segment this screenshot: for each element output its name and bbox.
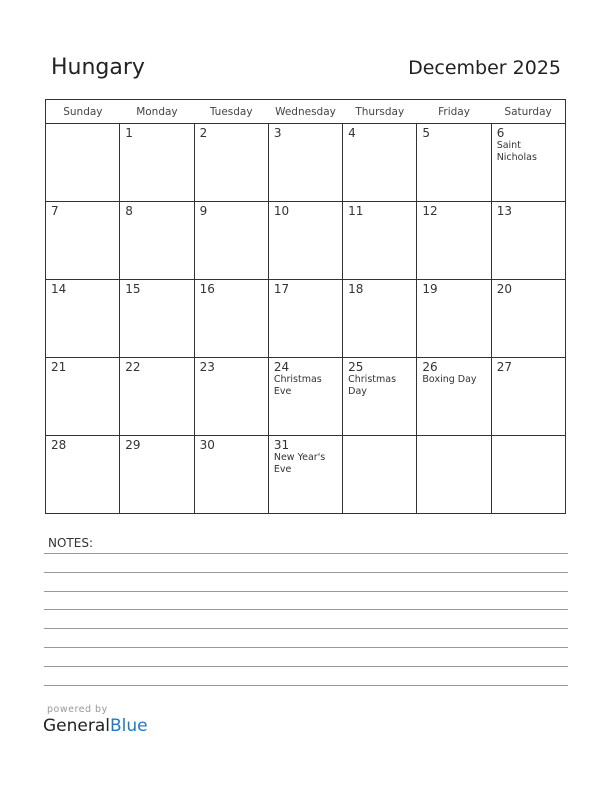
- country-title: Hungary: [51, 55, 145, 80]
- notes-line: [44, 647, 568, 648]
- day-cell: [120, 202, 194, 280]
- weekday-sunday: Sunday: [46, 100, 120, 124]
- day-cell: [417, 124, 491, 202]
- week-row: [46, 436, 566, 514]
- day-number: 25: [348, 360, 364, 374]
- day-number: 1: [125, 126, 133, 140]
- day-number: 24: [273, 360, 290, 374]
- notes-line: [44, 553, 568, 554]
- holiday-label: Christmas Day: [348, 374, 397, 397]
- holiday-label: Christmas Eve: [273, 374, 322, 397]
- day-cell: [194, 358, 268, 436]
- day-number: 30: [199, 438, 215, 452]
- calendar-grid: [45, 99, 566, 514]
- day-cell: [268, 436, 342, 514]
- weekday-tuesday: Tuesday: [194, 100, 268, 124]
- day-cell: [194, 436, 268, 514]
- day-number: 13: [496, 204, 512, 218]
- week-row: [46, 358, 566, 436]
- notes-line: [44, 572, 568, 573]
- day-number: 31: [273, 438, 290, 452]
- day-number: 28: [51, 438, 67, 452]
- day-number: 8: [125, 204, 133, 218]
- day-cell: [268, 202, 342, 280]
- holiday-label: New Year's Eve: [273, 452, 326, 475]
- day-cell: [343, 436, 417, 514]
- day-cell: [491, 202, 565, 280]
- day-cell: [120, 436, 194, 514]
- day-number: 4: [348, 126, 356, 140]
- weekday-saturday: Saturday: [491, 100, 565, 124]
- day-cell: [343, 358, 417, 436]
- holiday-label: Boxing Day: [422, 374, 477, 385]
- notes-line: [44, 666, 568, 667]
- day-number: 19: [422, 282, 438, 296]
- day-cell: [46, 202, 120, 280]
- day-number: 10: [273, 204, 290, 218]
- day-cell: [120, 280, 194, 358]
- notes-label: NOTES:: [48, 536, 93, 550]
- day-number: 7: [51, 204, 59, 218]
- day-number: 23: [199, 360, 215, 374]
- day-cell: [120, 358, 194, 436]
- holiday-label: Saint Nicholas: [496, 140, 537, 163]
- day-cell: [491, 280, 565, 358]
- day-number: 2: [199, 126, 208, 140]
- day-cell: [194, 202, 268, 280]
- month-title: December 2025: [408, 57, 561, 79]
- day-cell: [268, 124, 342, 202]
- day-number: 21: [51, 360, 67, 374]
- day-number: 5: [422, 126, 431, 140]
- day-number: 9: [199, 204, 208, 218]
- day-cell: [268, 358, 342, 436]
- notes-line: [44, 685, 568, 686]
- week-row: [46, 124, 566, 202]
- day-cell: [343, 280, 417, 358]
- day-cell: [491, 436, 565, 514]
- logo-general: General: [43, 716, 110, 736]
- day-number: 3: [273, 126, 282, 140]
- day-cell: [491, 358, 565, 436]
- day-cell: [46, 124, 120, 202]
- day-number: 16: [199, 282, 215, 296]
- day-number: 12: [422, 204, 438, 218]
- day-cell: [343, 202, 417, 280]
- day-number: 20: [496, 282, 512, 296]
- notes-line: [44, 628, 568, 629]
- logo-blue: Blue: [110, 716, 148, 736]
- day-number: 17: [273, 282, 290, 296]
- day-number: 18: [348, 282, 364, 296]
- day-number: 27: [496, 360, 512, 374]
- day-cell: [417, 202, 491, 280]
- powered-by-text: powered by: [47, 704, 108, 715]
- week-row: [46, 202, 566, 280]
- day-number: 22: [125, 360, 141, 374]
- day-number: 14: [51, 282, 67, 296]
- day-cell: [343, 124, 417, 202]
- day-cell: [268, 280, 342, 358]
- day-cell: [194, 280, 268, 358]
- day-cell: [417, 280, 491, 358]
- day-number: 11: [348, 204, 364, 218]
- notes-line: [44, 591, 568, 592]
- day-cell: [417, 436, 491, 514]
- weekday-wednesday: Wednesday: [268, 100, 342, 124]
- weekday-thursday: Thursday: [343, 100, 417, 124]
- day-number: 29: [125, 438, 141, 452]
- day-number: 6: [496, 126, 505, 140]
- week-row: [46, 280, 566, 358]
- day-number: 26: [422, 360, 438, 374]
- day-cell: [46, 436, 120, 514]
- day-cell: [417, 358, 491, 436]
- day-number: 15: [125, 282, 141, 296]
- weekday-header-row: [46, 100, 566, 124]
- generalblue-logo: [43, 716, 148, 736]
- weekday-monday: Monday: [120, 100, 194, 124]
- day-cell: [46, 358, 120, 436]
- weekday-friday: Friday: [417, 100, 491, 124]
- day-cell: [491, 124, 565, 202]
- day-cell: [194, 124, 268, 202]
- day-cell: [120, 124, 194, 202]
- day-cell: [46, 280, 120, 358]
- notes-line: [44, 609, 568, 610]
